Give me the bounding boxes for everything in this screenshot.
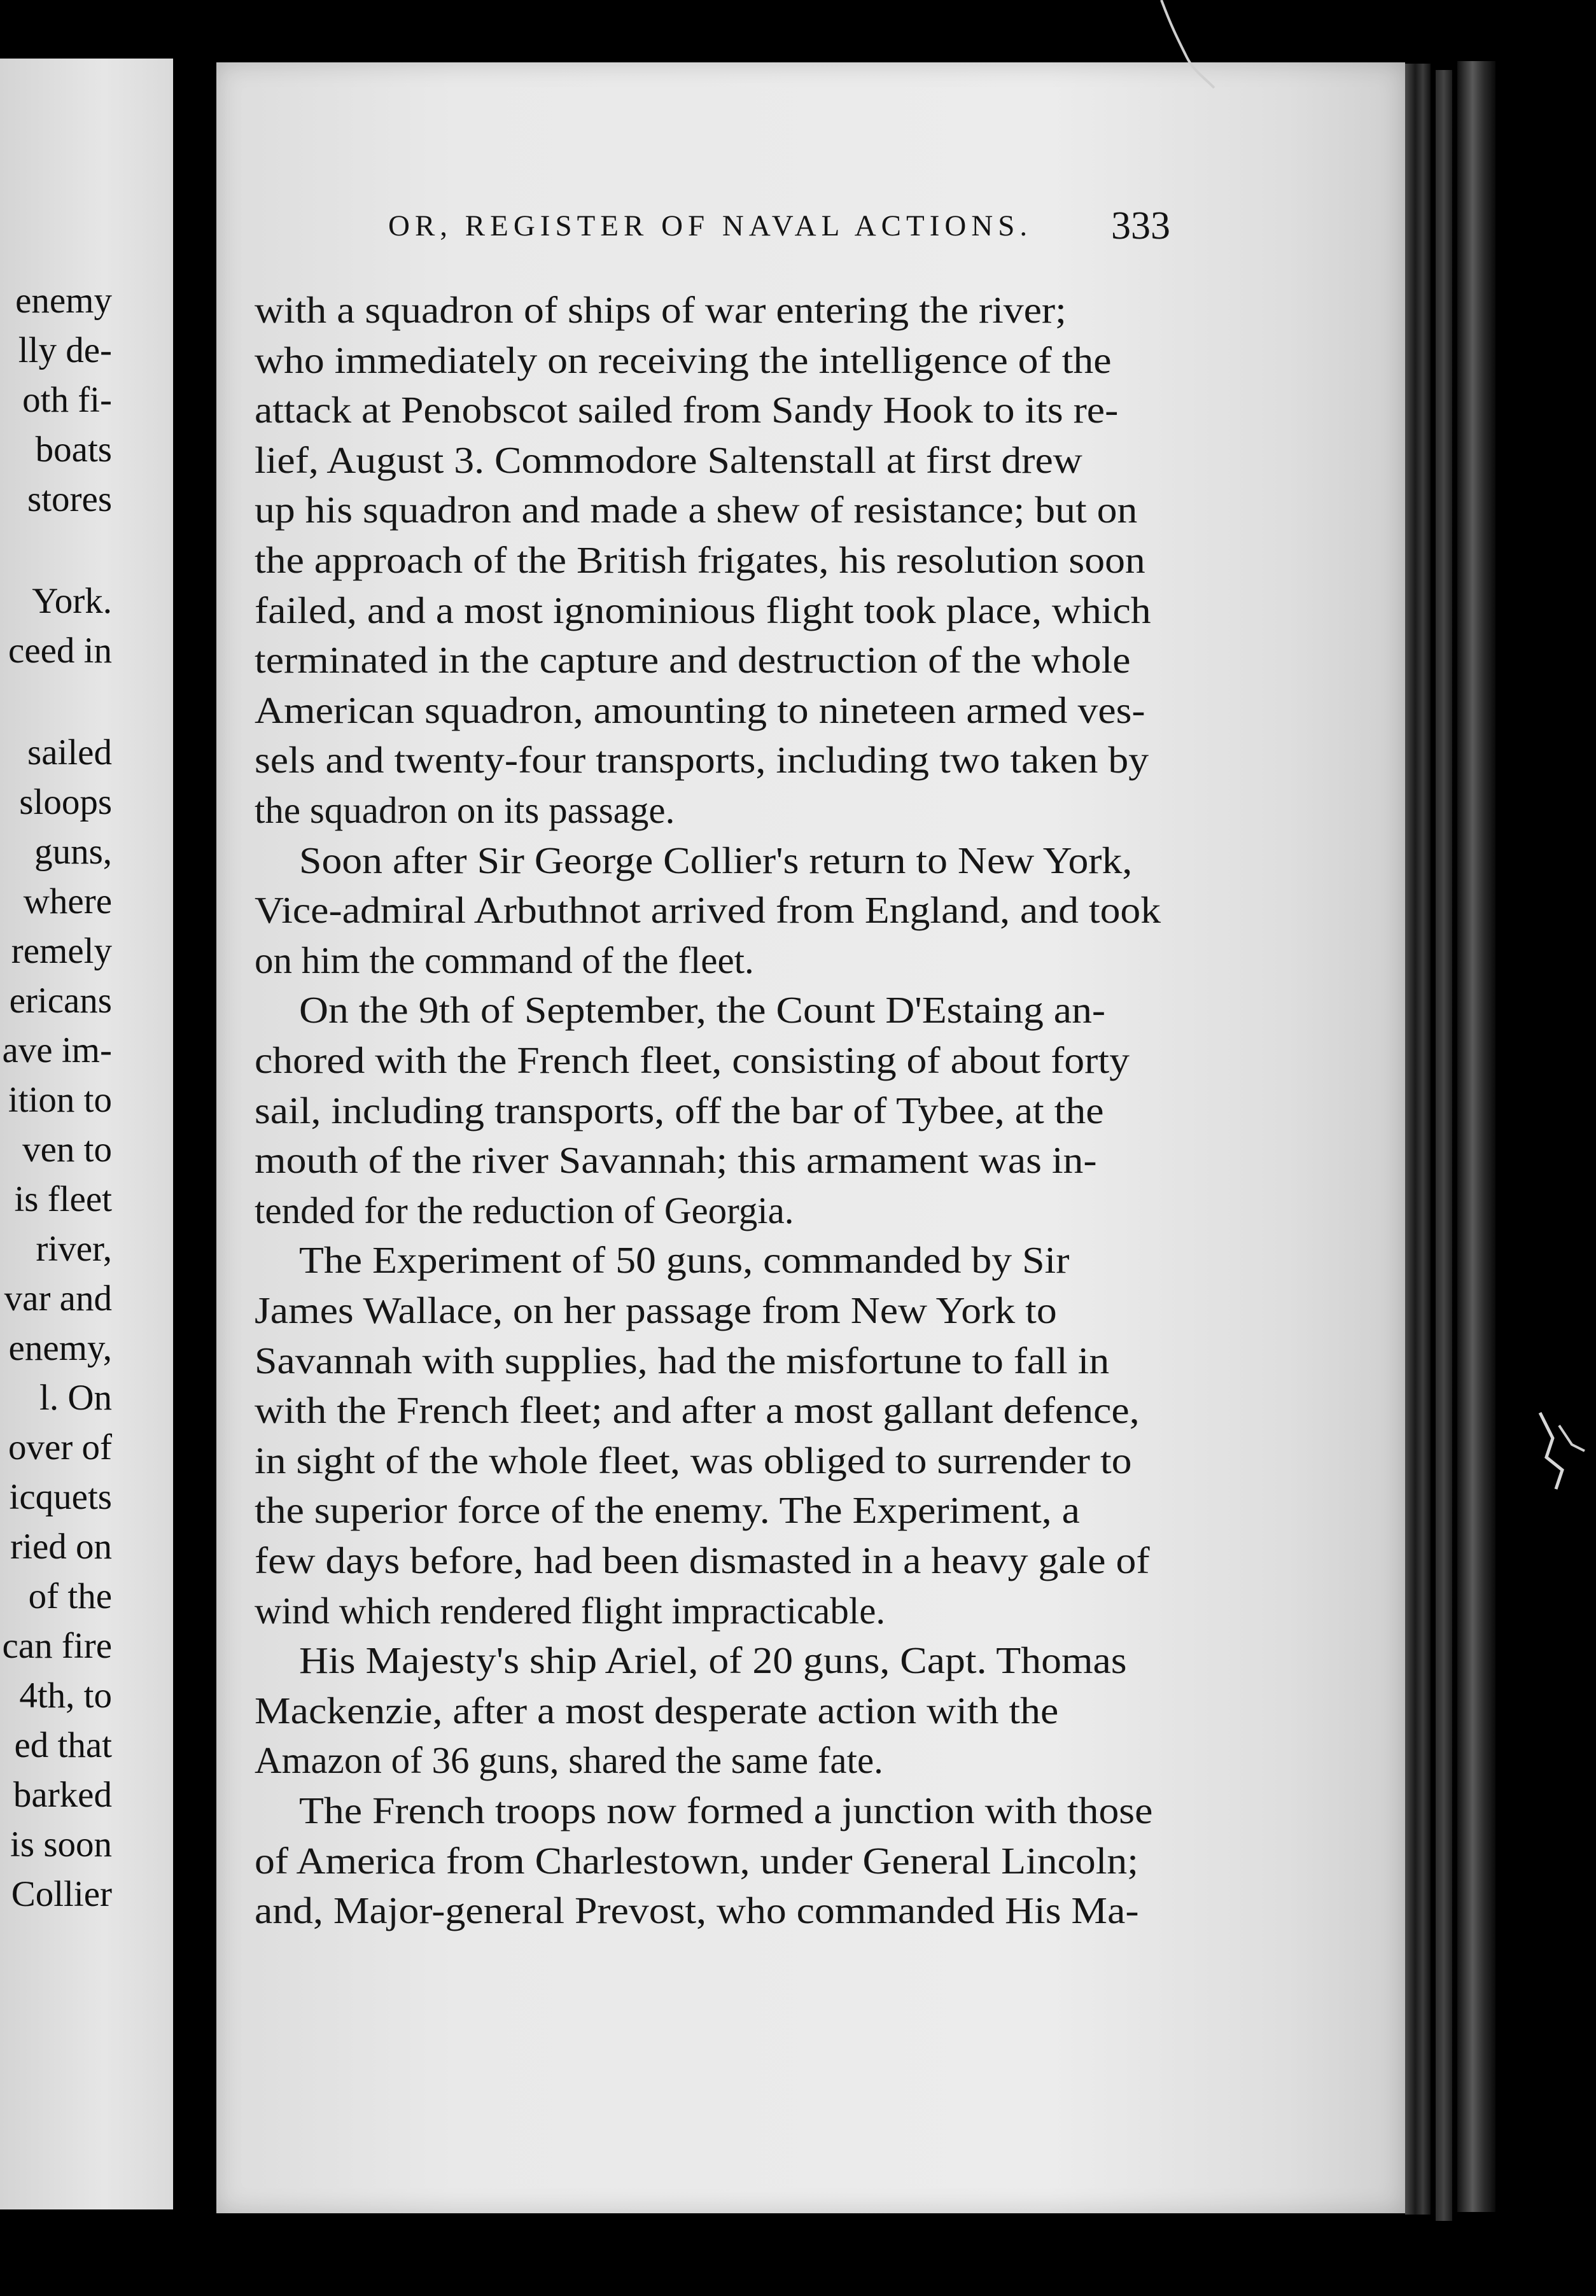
body-line: with a squadron of ships of war entering the river; — [255, 289, 1067, 331]
left-page-line: stores — [27, 479, 112, 519]
page-number: 333 — [1111, 204, 1170, 248]
left-page-line: ed that — [14, 1725, 112, 1765]
left-page-line: over of — [8, 1427, 112, 1467]
body-line: wind which rendered flight impracticable. — [255, 1590, 886, 1632]
body-line: up his squadron and made a shew of resistance; but on — [255, 489, 1138, 531]
left-page-line: ceed in — [8, 631, 112, 671]
body-line: The Experiment of 50 guns, commanded by Sir — [299, 1239, 1070, 1281]
left-page-line: ried on — [10, 1527, 112, 1567]
left-page-line: enemy — [15, 281, 112, 321]
left-page-line: York. — [32, 581, 112, 621]
left-page-line: barked — [13, 1775, 112, 1815]
body-line: Amazon of 36 guns, shared the same fate. — [255, 1739, 883, 1781]
body-line: terminated in the capture and destruction of the whole — [255, 639, 1131, 681]
left-page-line: of the — [28, 1576, 112, 1616]
left-page-line: river, — [36, 1229, 112, 1269]
body-line: Vice-admiral Arbuthnot arrived from England, and took — [255, 889, 1161, 931]
body-line: the squadron on its passage. — [255, 789, 675, 831]
left-page-line: can fire — [2, 1626, 112, 1666]
body-line: the superior force of the enemy. The Experiment, a — [255, 1489, 1080, 1531]
body-line: tended for the reduction of Georgia. — [255, 1189, 794, 1231]
left-page-line: is fleet — [14, 1179, 112, 1219]
left-page-line: ericans — [9, 981, 112, 1021]
body-line: chored with the French fleet, consisting of about forty — [255, 1039, 1130, 1081]
left-page-line: icquets — [9, 1477, 112, 1517]
body-line: attack at Penobscot sailed from Sandy Hook to its re- — [255, 389, 1119, 431]
running-head: OR, REGISTER OF NAVAL ACTIONS. — [388, 209, 1033, 242]
left-page-line: oth fi- — [22, 380, 112, 420]
body-line: of America from Charlestown, under General Lincoln; — [255, 1840, 1138, 1882]
left-page-line: Collier — [11, 1874, 112, 1914]
body-line: Soon after Sir George Collier's return to New York, — [299, 839, 1133, 881]
left-page-line: guns, — [34, 832, 112, 872]
body-line: sels and twenty-four transports, including two taken by — [255, 739, 1149, 781]
body-line: few days before, had been dismasted in a heavy gale of — [255, 1539, 1150, 1581]
left-page-line: where — [23, 881, 112, 921]
body-line: sail, including transports, off the bar of Tybee, at the — [255, 1089, 1104, 1131]
body-line: on him the command of the fleet. — [255, 939, 754, 981]
body-line: in sight of the whole fleet, was obliged to surrender to — [255, 1439, 1132, 1481]
body-line: failed, and a most ignominious flight took place, which — [255, 589, 1151, 631]
left-page-line: enemy, — [8, 1328, 112, 1368]
left-page-line: ave im- — [2, 1030, 112, 1070]
body-line: Mackenzie, after a most desperate action with the — [255, 1690, 1059, 1732]
body-line: His Majesty's ship Ariel, of 20 guns, Capt. Thomas — [299, 1639, 1127, 1681]
left-page-line: ven to — [22, 1130, 112, 1170]
left-page-line: is soon — [10, 1824, 112, 1865]
body-line: who immediately on receiving the intelligence of the — [255, 339, 1112, 381]
left-page-line: ition to — [8, 1080, 112, 1120]
left-page-line: boats — [35, 430, 112, 470]
left-page-line: sloops — [19, 782, 112, 822]
body-line: with the French fleet; and after a most gallant defence, — [255, 1389, 1140, 1431]
body-line: American squadron, amounting to nineteen armed ves- — [255, 689, 1145, 731]
left-page-line: var and — [4, 1278, 112, 1319]
body-line: and, Major-general Prevost, who commanded His Ma- — [255, 1889, 1139, 1931]
body-line: mouth of the river Savannah; this armament was in- — [255, 1139, 1097, 1181]
body-line: On the 9th of September, the Count D'Estaing an- — [299, 989, 1106, 1031]
body-line: The French troops now formed a junction with those — [299, 1789, 1153, 1831]
left-page-line: 4th, to — [19, 1676, 112, 1716]
body-line: the approach of the British frigates, his resolution soon — [255, 539, 1145, 581]
body-line: James Wallace, on her passage from New York to — [255, 1289, 1057, 1331]
left-page-line: lly de- — [18, 330, 112, 370]
left-page-line: l. On — [39, 1378, 112, 1418]
left-page-line: sailed — [27, 732, 112, 773]
left-page-line: remely — [11, 931, 112, 971]
body-line: Savannah with supplies, had the misfortune to fall in — [255, 1340, 1110, 1382]
body-line: lief, August 3. Commodore Saltenstall at first drew — [255, 439, 1082, 481]
